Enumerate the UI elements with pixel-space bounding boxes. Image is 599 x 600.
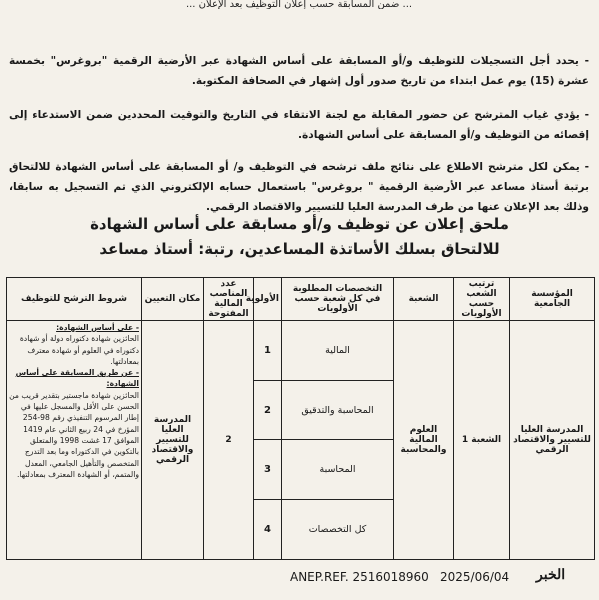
- priority-cell: 2: [254, 380, 282, 440]
- location-cell: المدرسة العليا للتسيير والاقتصاد الرقمي: [142, 321, 204, 560]
- header-conditions: شروط الترشح للتوظيف: [7, 278, 142, 321]
- institution-cell: المدرسة العليا للتسيير والاقتصاد الرقمي: [510, 321, 595, 560]
- conditions-heading-degree: - على أساس الشهادة:: [56, 323, 139, 332]
- annex-title: ملحق إعلان عن توظيف و/أو مسابقة على أساس الشهادة: [90, 215, 509, 233]
- header-priority: الأولوية: [254, 278, 282, 321]
- table-header-row: [7, 278, 595, 321]
- newspaper-logo: الخبر: [536, 567, 566, 583]
- anep-reference: ANEP.REF. 2516018960: [290, 570, 429, 584]
- header-branch-rank: ترتيب الشعب حسب الأولويات: [454, 278, 510, 321]
- positions-table: [6, 277, 595, 560]
- annex-subtitle: للالتحاق بسلك الأساتذة المساعدين، رتبة: أستاذ مساعد: [99, 240, 500, 258]
- positions-cell: 2: [204, 321, 254, 560]
- registration-deadline-paragraph: - يحدد أجل التسجيلات للتوظيف و/أو المسابقة على أساس الشهادة عبر الأرضية الرقمية "بروغرس" بخمسة عشرة (15) يوم عمل ابتداء من تاريخ صدور أول إشهار في الصحافة المكتوبة.: [9, 54, 589, 87]
- top-text-fragment: ... ضمن المسابقة حسب إعلان التوظيف بعد الإعلان ...: [185, 0, 413, 9]
- results-consultation-paragraph: - يمكن لكل مترشح الاطلاع على نتائج ملف ترشحه في التوظيف و/ أو المسابقة على أساس الشهادة للالتحاق برتبة أستاذ مساعد عبر الأرضية الرقمية " بروغرس" باستعمال حسابه الإلكتروني الذي تم التسجيل به سابقا، وذلك بعد الإعلان عنها من طرف المدرسة العليا للتسيير والاقتصاد الرقمي.: [9, 160, 589, 213]
- conditions-heading-competition: - عن طريق المسابقة على أساس الشهادة:: [15, 368, 139, 389]
- conditions-text-degree: الحائزين شهادة دكتوراه دولة أو شهادة دكتوراه في العلوم أو شهادة معترف بمعادلتها.: [19, 334, 139, 366]
- interview-absence-paragraph: - يؤدي غياب المترشح عن حضور المقابلة مع لجنة الانتقاء في التاريخ والتوقيت المحددين ضمن الاستدعاء إلى إقصائه من التوظيف و/أو المسابقة على أساس الشهادة.: [9, 108, 589, 141]
- header-branch: الشعبة: [394, 278, 454, 321]
- header-location: مكان التعيين: [142, 278, 204, 321]
- specialty-cell: كل التخصصات: [282, 500, 394, 560]
- priority-cell: 3: [254, 440, 282, 500]
- priority-cell: 4: [254, 500, 282, 560]
- specialty-cell: المالية: [282, 321, 394, 381]
- specialty-cell: المحاسبة: [282, 440, 394, 500]
- header-institution: المؤسسة الجامعية: [510, 278, 595, 321]
- header-specialties: التخصصات المطلوبة في كل شعبة حسب الأولويات: [282, 278, 394, 321]
- priority-cell: 1: [254, 321, 282, 381]
- publication-date: 2025/06/04: [440, 570, 510, 584]
- table-row: [7, 321, 595, 381]
- header-positions: عدد المناصب المالية المفتوحة: [204, 278, 254, 321]
- conditions-text-competition: الحائزين شهادة ماجستير بتقدير قريب من الحسن على الأقل والمسجل عليها في إطار المرسوم التنفيذي رقم 98-254 المؤرخ في 24 ربيع الثاني عام 1419 الموافق 17 غشت 1998 والمتعلق بالتكوين في الدكتوراه وما بعد التدرج المتخصص والتأهيل الجامعي، المعدل والمتمم، أو الشهادة المعترف بمعادلتها.: [9, 390, 139, 479]
- branch-cell: العلوم المالية والمحاسبة: [394, 321, 454, 560]
- specialty-cell: المحاسبة والتدقيق: [282, 380, 394, 440]
- branch-rank-cell: الشعبة 1: [454, 321, 510, 560]
- conditions-cell: [7, 321, 142, 560]
